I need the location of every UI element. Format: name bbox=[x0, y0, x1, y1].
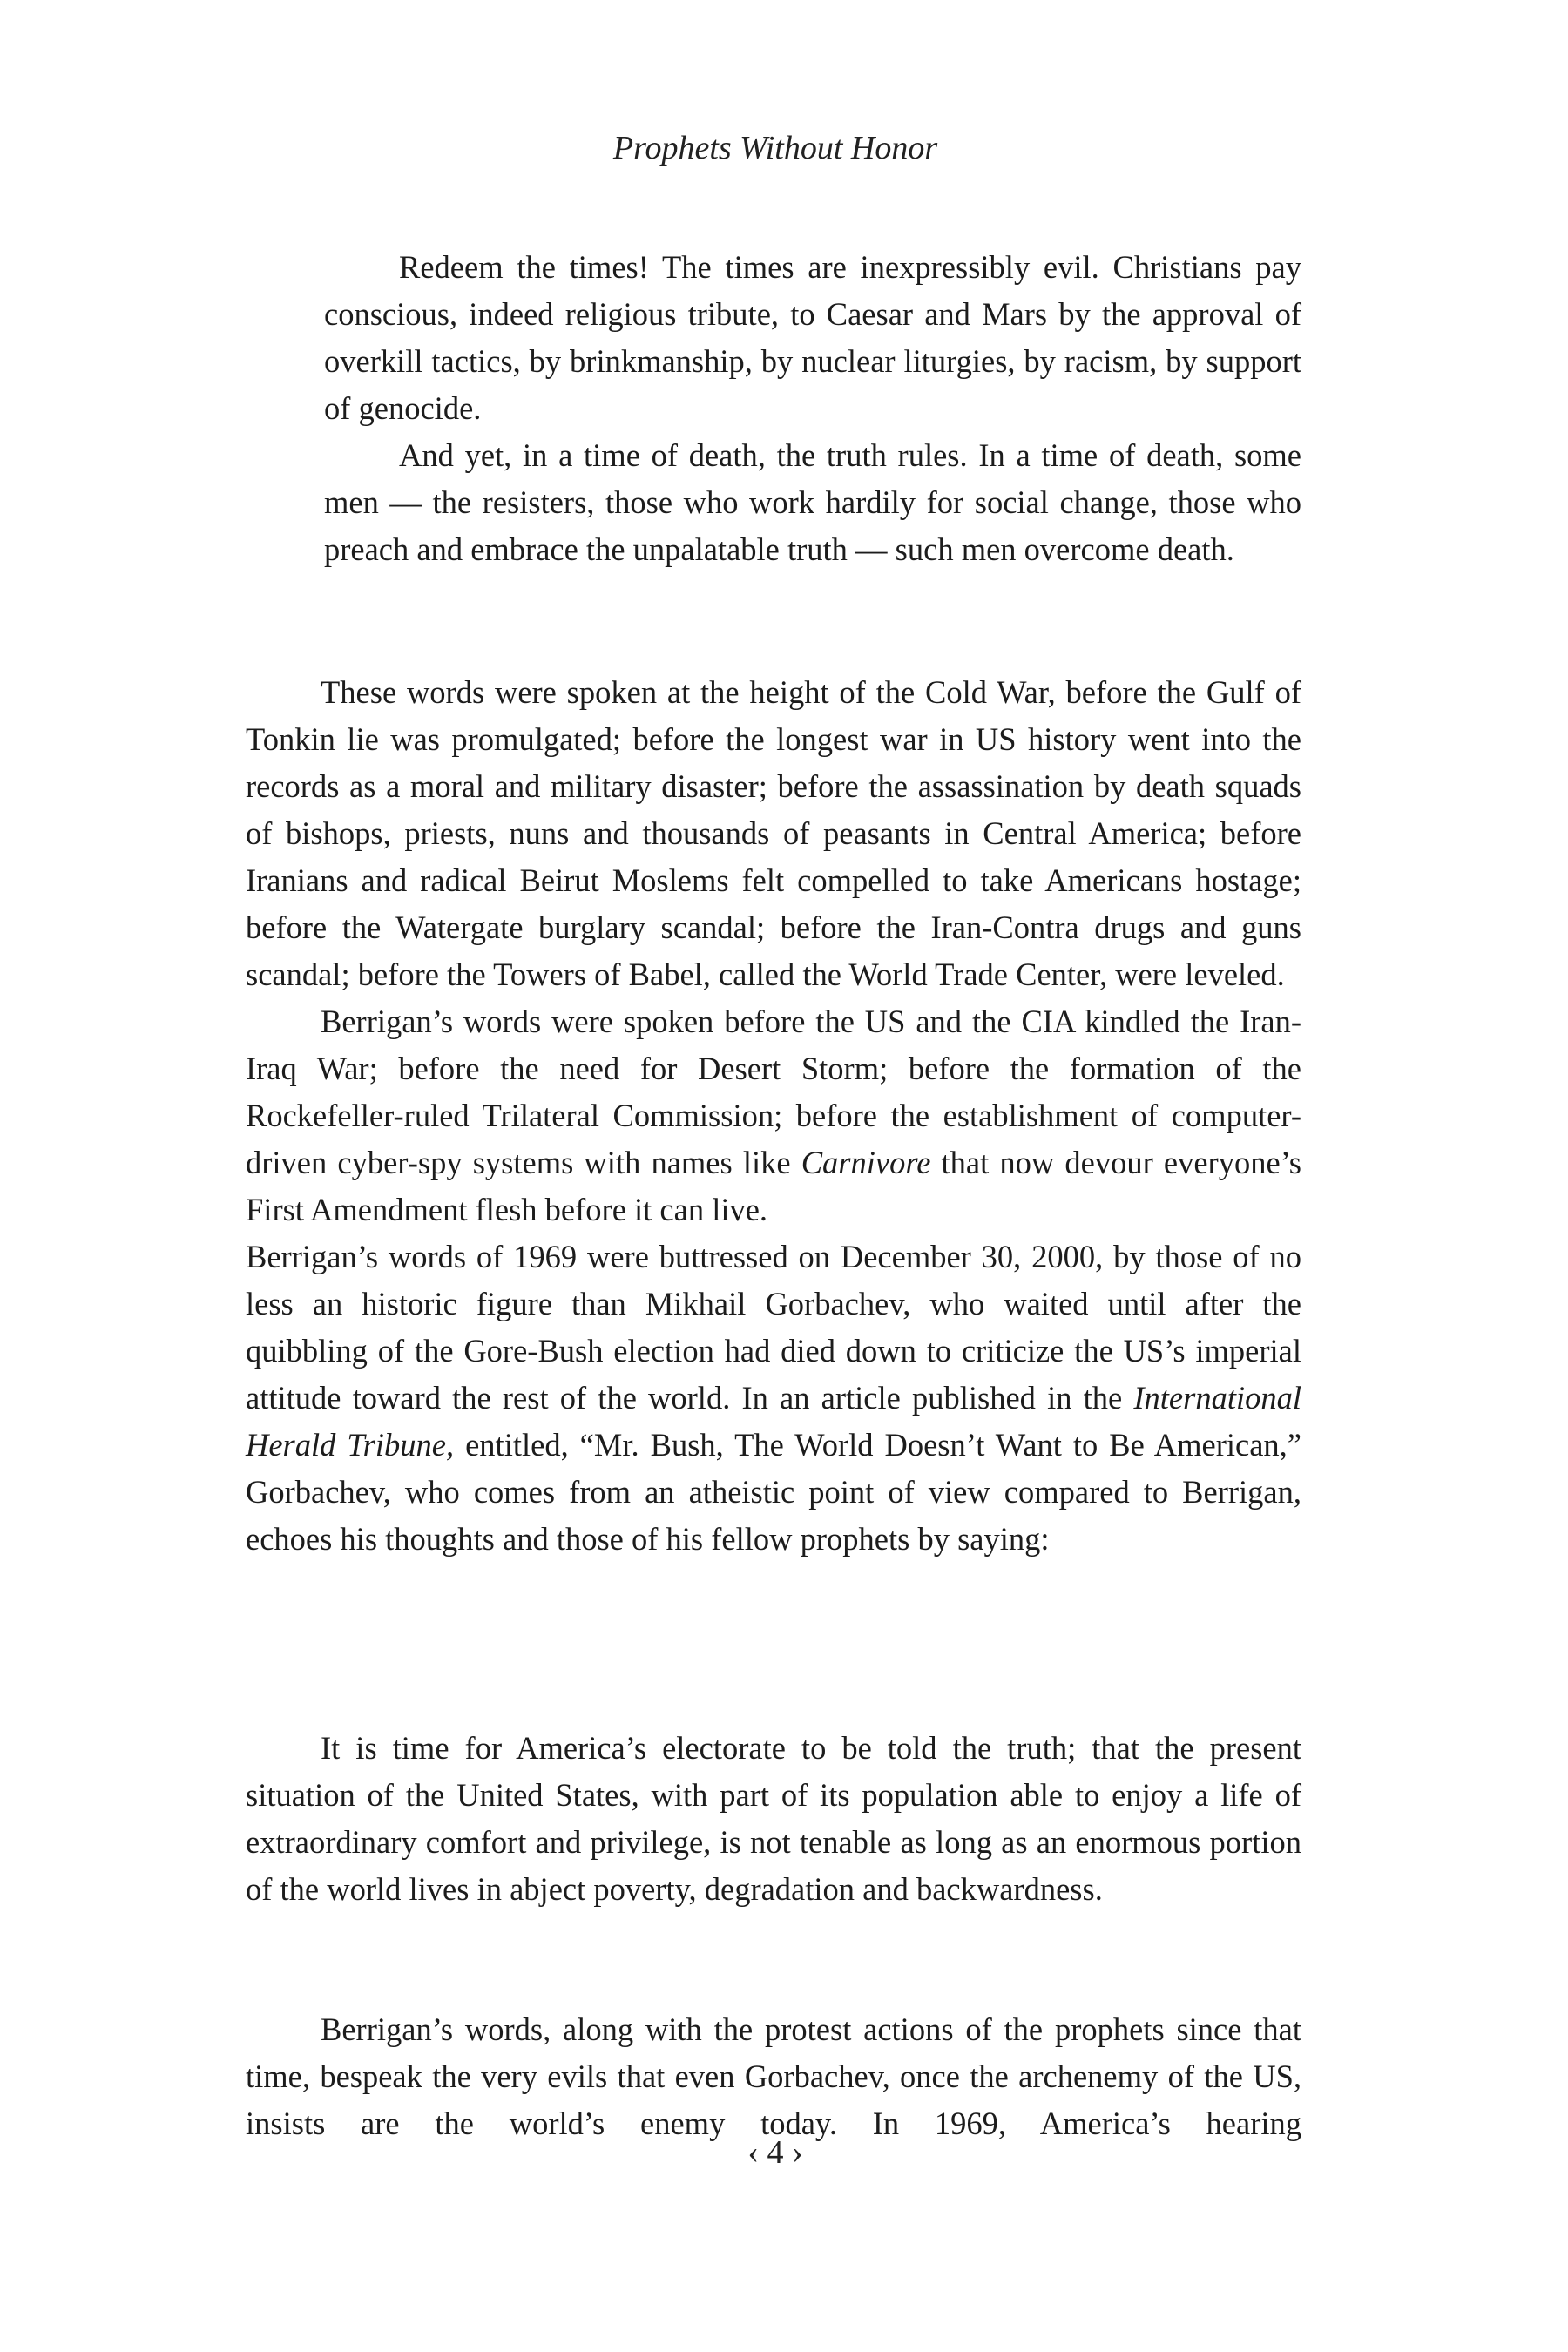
body-text: Berrigan’s words of 1969 were buttressed on December 30, 2000, by those of no less an historic figure than Mikhail Gorbachev, who waited until after the quibbling of the Gore-Bush election had died down to criticize the US’s imperial attitude toward the rest of the world. In an article published in the bbox=[246, 1239, 1301, 1416]
italic-title: Carnivore bbox=[801, 1145, 931, 1180]
body-paragraph: Berrigan’s words, along with the protest actions of the prophets since that time, bespeak the very evils that even Gorbachev, once the archenemy of the US, insists are the world’s enemy today. In 1969, America’s hearing bbox=[246, 2011, 1301, 2141]
body-text: that now devour everyone’s First Amendment flesh before it can live. bbox=[246, 1145, 1301, 1227]
quote-paragraph: It is time for America’s electorate to be told the truth; that the present situation of the United States, with part of its population able to enjoy a life of extraordinary comfort and privilege, is not tenable as long as an enormous portion of the world lives in abject poverty, degradation and backwardness. bbox=[246, 1730, 1301, 1907]
italic-title: International Herald Tribune, bbox=[246, 1380, 1301, 1463]
body-text-section bbox=[246, 669, 1301, 1563]
quote-paragraph: And yet, in a time of death, the truth rules. In a time of death, some men — the resisters, those who work hardily for social change, those who preach and embrace the unpalatable truth — such men overcome death. bbox=[324, 437, 1301, 567]
body-paragraph: These words were spoken at the height of the Cold War, before the Gulf of Tonkin lie was promulgated; before the longest war in US history went into the records as a moral and military disaster; before the assassination by death squads of bishops, priests, nuns and thousands of peasants in Central America; before Iranians and radical Beirut Moslems felt compelled to take Americans hostage; before the Watergate burglary scandal; before the Iran-Contra drugs and guns scandal; before the Towers of Babel, called the World Trade Center, were leveled. bbox=[246, 674, 1301, 992]
running-head-title: Prophets Without Honor bbox=[612, 130, 938, 166]
quote-paragraph: Redeem the times! The times are inexpressibly evil. Christians pay conscious, indeed religious tribute, to Caesar and Mars by the approval of overkill tactics, by brinkmanship, by nuclear liturgies, by racism, by support of genocide. bbox=[324, 249, 1301, 426]
body-paragraph bbox=[246, 1233, 1301, 1563]
body-text-section bbox=[246, 2006, 1301, 2147]
page-number: ‹ 4 › bbox=[747, 2134, 803, 2171]
body-text: Berrigan’s words were spoken before the US and the CIA kindled the Iran-Iraq War; before the need for Desert Storm; before the formation of the Rockefeller-ruled Trilateral Commission; before the establishment of computer-driven cyber-spy systems with names like bbox=[246, 1004, 1301, 1180]
body-text: entitled, “Mr. Bush, The World Doesn’t Want to Be American,” Gorbachev, who comes from an atheistic point of view compared to Berrigan, echoes his thoughts and those of his fellow prophets by saying: bbox=[246, 1427, 1301, 1557]
block-quote-gorbachev bbox=[246, 1725, 1301, 1913]
body-paragraph bbox=[246, 998, 1301, 1233]
block-quote-berrigan bbox=[324, 244, 1301, 573]
